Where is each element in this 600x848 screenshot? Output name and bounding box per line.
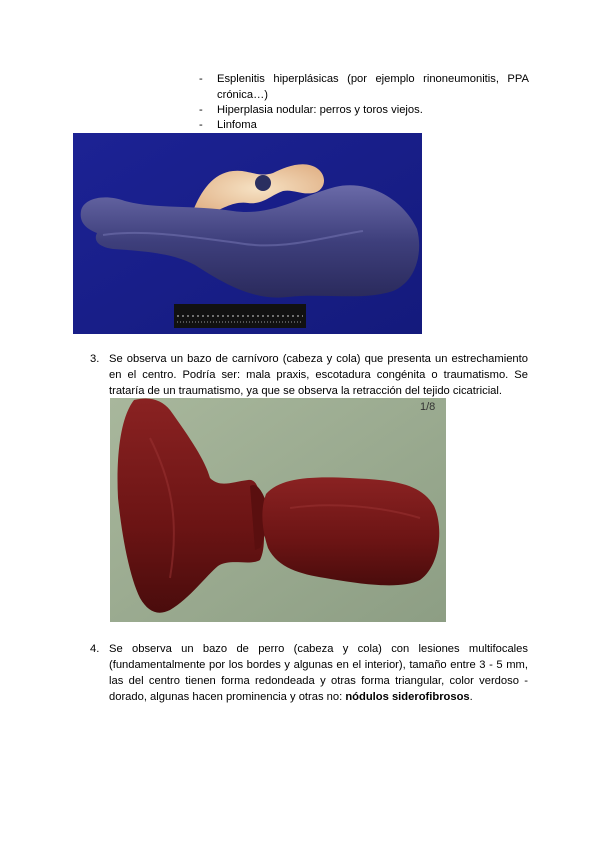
- spleen-photo-blue-image: [73, 133, 422, 334]
- bullet-dash: -: [199, 119, 203, 131]
- spleen-photo-red-image: [110, 398, 446, 622]
- item-text: Se observa un bazo de carnívoro (cabeza y cola) que presenta un estrechamiento en el centro. Podría ser: mala praxis, escotadura congénita o traumatismo. Se trataría de un traumatismo, ya que se observa la retracción del tejido cicatricial.: [109, 353, 528, 397]
- bullet-dash: -: [199, 104, 203, 116]
- bullet-item: [199, 117, 529, 133]
- photo-corner-label: 1/8: [420, 401, 436, 413]
- item-text-bold: nódulos siderofibrosos: [345, 691, 470, 703]
- item-number: 3.: [90, 353, 100, 365]
- numbered-item-3: [90, 351, 528, 399]
- spleen-photo-blue: [73, 133, 422, 334]
- bullet-text: Linfoma: [217, 119, 257, 131]
- item-text-end: .: [469, 691, 473, 703]
- item-number: 4.: [90, 643, 100, 655]
- bullet-text: Hiperplasia nodular: perros y toros viejos.: [217, 104, 423, 116]
- bullet-item: [199, 71, 529, 103]
- item-text: [109, 641, 528, 705]
- spleen-photo-red: [110, 398, 446, 622]
- bullet-text: Esplenitis hiperplásicas (por ejemplo rinoneumonitis, PPA crónica…): [217, 73, 529, 101]
- bullet-dash: -: [199, 73, 203, 85]
- bullet-item: [199, 102, 529, 118]
- numbered-item-4: [90, 641, 528, 705]
- item-text-plain: Se observa un bazo de perro (cabeza y cola) con lesiones multifocales (fundamentalmente por los bordes y algunas en el interior), tamaño entre 3 - 5 mm, las del centro tienen forma redondeada y otras forma triangular, color verdoso - dorado, algunas hacen prominencia y otras no:: [109, 643, 528, 703]
